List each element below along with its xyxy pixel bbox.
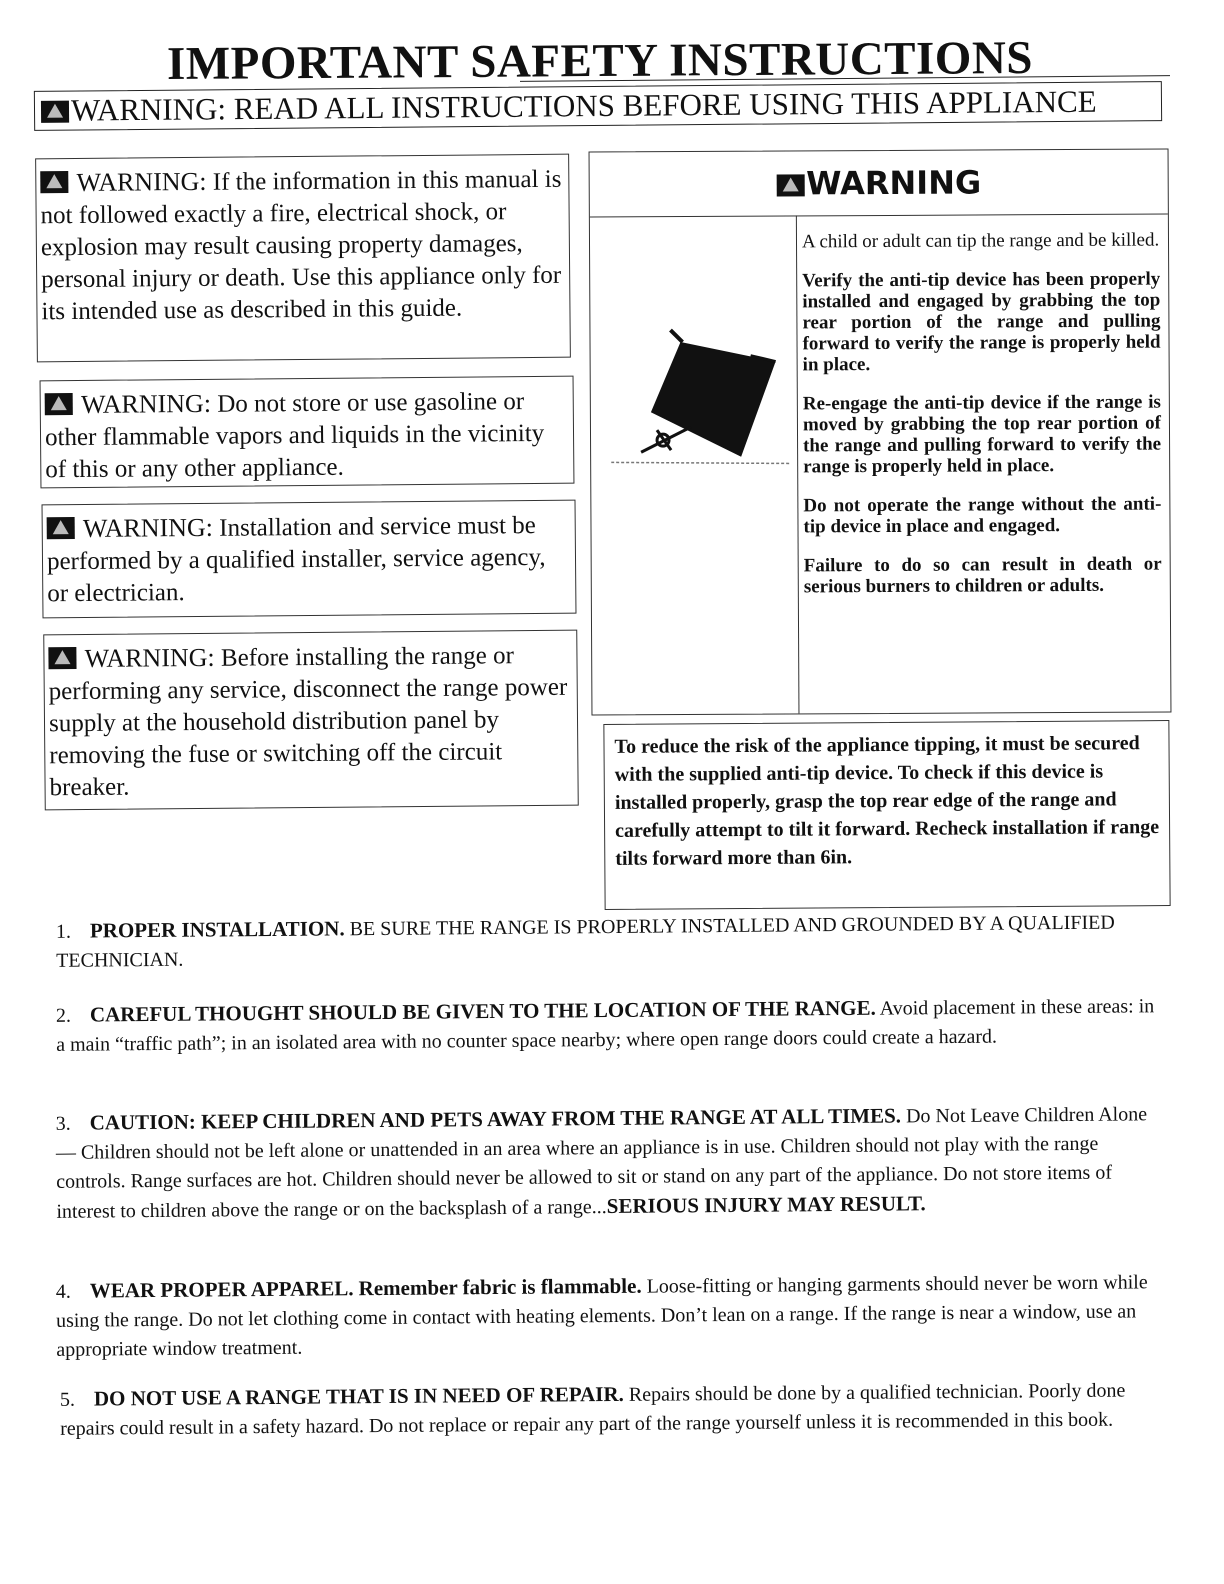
item-heading: CAUTION: KEEP CHILDREN AND PETS AWAY FROM THE RANGE AT ALL TIMES. [89, 1103, 902, 1135]
list-item [56, 991, 1166, 1060]
warning-triangle-icon [776, 174, 804, 196]
anti-tip-heading [590, 149, 1168, 217]
item-text: Avoid placement in these areas: in a main “traffic path”; in an isolated area with no counter space nearby; where open range doors could create a hazard. [56, 995, 1155, 1056]
warning-label: WARNING: [80, 388, 212, 419]
panel-divider [796, 215, 800, 713]
warning-label: WARNING: [84, 642, 215, 673]
warning-banner [34, 81, 1162, 131]
item-text: BE SURE THE RANGE IS PROPERLY INSTALLED AND GROUNDED BY A QUALIFIED TECHNICIAN. [56, 911, 1115, 972]
item-heading: DO NOT USE A RANGE THAT IS IN NEED OF REPAIR. [93, 1381, 624, 1411]
item-number: 5. [59, 1388, 75, 1411]
item-emphasis: SERIOUS INJURY MAY RESULT. [606, 1191, 926, 1219]
banner-text: WARNING: READ ALL INSTRUCTIONS BEFORE USING THIS APPLIANCE [70, 83, 1097, 128]
anti-tip-heading-text: WARNING [806, 163, 982, 203]
item-number: 3. [55, 1112, 71, 1135]
anti-tip-check-box: To reduce the risk of the appliance tipping, it must be secured with the supplied anti-tip device. To check if this device is installed properly, grasp the top rear edge of the range and carefully attempt to tilt it forward. Recheck installation if range tilts forward more than 6in. [603, 720, 1170, 910]
anti-tip-warning-panel [589, 148, 1172, 715]
item-text: Repairs should be done by a qualified technician. Poorly done repairs could result in a safety hazard. Do not replace or repair any part of the range yourself unless it is recommended in this book. [60, 1379, 1126, 1440]
warning-triangle-icon [48, 647, 76, 669]
item-heading: WEAR PROPER APPAREL. [89, 1276, 354, 1303]
list-item [56, 907, 1166, 976]
anti-tip-paragraph: Do not operate the range without the anti-tip device in place and engaged. [803, 493, 1162, 538]
page-title: IMPORTANT SAFETY INSTRUCTIONS [166, 31, 1034, 91]
list-item [56, 1267, 1167, 1365]
warning-box-fire [35, 154, 571, 363]
range-tipping-illustration [610, 311, 791, 472]
warning-triangle-icon [45, 393, 73, 415]
anti-tip-paragraph: Failure to do so can result in death or serious burners to children or adults. [803, 553, 1162, 598]
item-text: Do Not Leave Children Alone— Children should not be left alone or unattended in an area where an appliance is in use. Children should not play with the range controls. Range surfaces are hot. Children should never be allowed to sit or stand on any part of the appliance. Do not store items of interest to children above the range or on the backsplash of a range... [55, 1103, 1148, 1223]
warning-triangle-icon [41, 101, 69, 123]
item-number: 2. [55, 1004, 71, 1027]
warning-text: Do not store or use gasoline or other flammable vapors and liquids in the vicinity of this or any other appliance. [44, 388, 545, 484]
warning-box-gasoline [40, 376, 575, 489]
item-heading: PROPER INSTALLATION. [89, 916, 345, 943]
warning-text: Installation and service must be performed by a qualified installer, service agency, or electrician. [46, 512, 546, 608]
item-number: 4. [55, 1280, 71, 1303]
item-text: Loose-fitting or hanging garments should never be worn while using the range. Do not let clothing come in contact with heating elements. Don’t lean on a range. If the range is near a window, use an appropriate window treatment. [55, 1271, 1148, 1361]
warning-label: WARNING: [76, 166, 207, 197]
anti-tip-paragraph: A child or adult can tip the range and be killed. [801, 229, 1160, 253]
warning-triangle-icon [47, 517, 75, 539]
warning-label: WARNING: [82, 512, 214, 543]
list-item [60, 1375, 1170, 1444]
item-number: 1. [55, 920, 71, 943]
item-subheading: Remember fabric is flammable. [358, 1273, 642, 1301]
anti-tip-paragraph: Re-engage the anti-tip device if the range is moved by grabbing the top rear portion of the range and pulling forward to verify the range is properly held in place. [802, 391, 1162, 478]
warning-text: If the information in this manual is not followed exactly a fire, electrical shock, or explosion may result causing property damages, personal injury or death. Use this appliance only for its intended use as described in this guide. [40, 165, 562, 326]
anti-tip-text [802, 230, 1162, 616]
warning-box-installation [42, 500, 577, 619]
warning-box-power [43, 630, 579, 811]
list-item [56, 1099, 1167, 1227]
anti-tip-paragraph: Verify the anti-tip device has been properly installed and engaged by grabbing the top rear portion of the range and pulling forward to verify the range is properly held in place. [802, 268, 1161, 376]
warning-triangle-icon [40, 171, 68, 193]
warning-text: Before installing the range or performing any service, disconnect the range power supply at the household distribution panel by removing the fuse or switching off the circuit breaker. [48, 642, 568, 802]
item-heading: CAREFUL THOUGHT SHOULD BE GIVEN TO THE LOCATION OF THE RANGE. [89, 995, 876, 1027]
